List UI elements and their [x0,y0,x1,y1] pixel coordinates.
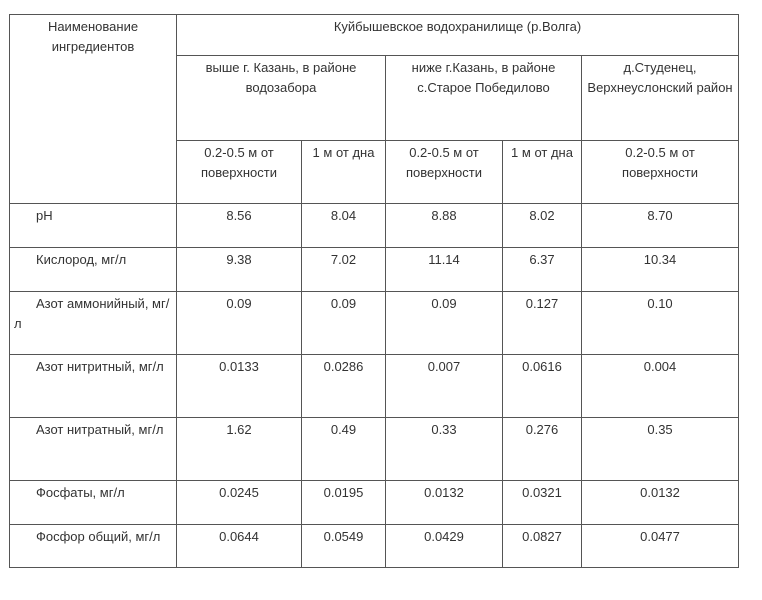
row-name: Азот нитритный, мг/л [36,359,164,374]
row-name: Фосфор общий, мг/л [36,529,161,544]
value-cell: 0.0321 [503,481,582,525]
header-ingredient-name: Наименование ингредиентов [10,15,177,204]
table-row [10,355,739,418]
header-depth-surface: 0.2-0.5 м от поверхности [177,141,302,204]
value-cell: 0.33 [386,418,503,481]
row-name-cell [10,248,177,292]
row-name-cell [10,525,177,568]
value-cell: 8.04 [302,204,386,248]
water-quality-table [9,14,739,568]
value-cell: 0.0195 [302,481,386,525]
value-cell: 0.0429 [386,525,503,568]
value-cell: 0.0132 [582,481,739,525]
table-row [10,525,739,568]
value-cell: 0.0616 [503,355,582,418]
header-row-reservoir [10,15,739,56]
value-cell: 0.0644 [177,525,302,568]
value-cell: 0.0133 [177,355,302,418]
value-cell: 9.38 [177,248,302,292]
value-cell: 8.56 [177,204,302,248]
row-name: Азот аммонийный, мг/л [14,296,170,331]
row-name-cell [10,481,177,525]
value-cell: 10.34 [582,248,739,292]
value-cell: 0.0286 [302,355,386,418]
row-name: Кислород, мг/л [36,252,127,267]
header-site-above-kazan: выше г. Казань, в районе водозабора [177,56,386,141]
header-site-studenets: д.Студенец, Верхнеуслонский район [582,56,739,141]
value-cell: 8.70 [582,204,739,248]
table-row [10,418,739,481]
value-cell: 0.49 [302,418,386,481]
value-cell: 0.0549 [302,525,386,568]
header-depth-surface: 0.2-0.5 м от поверхности [582,141,739,204]
value-cell: 0.276 [503,418,582,481]
row-name-cell [10,204,177,248]
value-cell: 11.14 [386,248,503,292]
value-cell: 8.02 [503,204,582,248]
header-reservoir: Куйбышевское водохранилище (р.Волга) [177,15,739,56]
value-cell: 0.35 [582,418,739,481]
value-cell: 0.09 [386,292,503,355]
table-row [10,481,739,525]
value-cell: 0.09 [177,292,302,355]
header-depth-bottom: 1 м от дна [503,141,582,204]
row-name: Азот нитратный, мг/л [36,422,164,437]
table-row [10,248,739,292]
table-row [10,292,739,355]
value-cell: 0.004 [582,355,739,418]
value-cell: 1.62 [177,418,302,481]
header-depth-surface: 0.2-0.5 м от поверхности [386,141,503,204]
value-cell: 0.0827 [503,525,582,568]
table-row [10,204,739,248]
header-site-below-kazan: ниже г.Казань, в районе с.Старое Победилово [386,56,582,141]
value-cell: 6.37 [503,248,582,292]
value-cell: 0.10 [582,292,739,355]
value-cell: 7.02 [302,248,386,292]
value-cell: 8.88 [386,204,503,248]
value-cell: 0.0132 [386,481,503,525]
value-cell: 0.127 [503,292,582,355]
value-cell: 0.09 [302,292,386,355]
row-name-cell [10,292,177,355]
row-name-cell [10,418,177,481]
value-cell: 0.0477 [582,525,739,568]
header-depth-bottom: 1 м от дна [302,141,386,204]
value-cell: 0.007 [386,355,503,418]
row-name: Фосфаты, мг/л [36,485,125,500]
row-name-cell [10,355,177,418]
value-cell: 0.0245 [177,481,302,525]
row-name: pH [36,208,53,223]
